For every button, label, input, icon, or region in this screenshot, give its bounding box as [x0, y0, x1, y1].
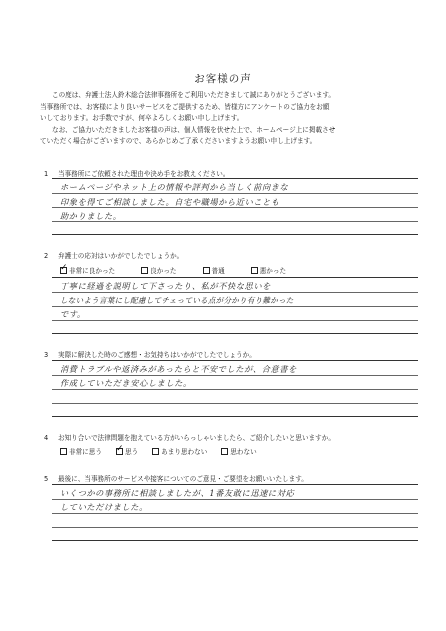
intro-line: ていただく場合がございますので、あらかじめご了承くださいますようお願い申し上げます。	[40, 137, 317, 146]
option-not-much[interactable]: あまり思わない	[152, 446, 207, 456]
answer-line: 消費トラブルや返済みがあったらと不安でしたが、合意書を	[60, 364, 297, 374]
intro-text	[40, 90, 416, 148]
intro-line: いしております。お手数ですが、何卒よろしくお願い申し上げます。	[40, 114, 244, 123]
question-2	[44, 250, 183, 260]
option-good[interactable]: 良かった	[141, 265, 176, 275]
question-number: 5	[44, 475, 49, 483]
question-5	[44, 473, 308, 483]
answer-line: ホームページやネット上の情報や評判から当しく前向きな	[60, 182, 289, 192]
question-number: 1	[44, 170, 49, 178]
option-strongly-agree[interactable]: 非常に思う	[60, 446, 102, 456]
checkbox[interactable]	[203, 267, 210, 274]
rating-options-2	[60, 265, 312, 275]
option-agree[interactable]: ✓ 思う	[116, 446, 138, 456]
answer-line: しないよう言葉にし配慮してチェっている点が分かり有り難かった	[60, 296, 294, 305]
checkbox[interactable]	[116, 448, 123, 455]
answer-line: です。	[60, 309, 86, 319]
question-text: 実際に解決した時のご感想・お気持ちはいかがでしたでしょうか。	[58, 351, 256, 359]
question-number: 4	[44, 434, 49, 442]
answer-line: 作成していただき安心しました。	[60, 378, 192, 388]
question-text: 最後に、当事務所のサービスや接客についてのご意見・ご要望をお願いいたします。	[58, 475, 308, 483]
rating-options-4	[60, 446, 283, 456]
option-normal[interactable]: 普通	[203, 265, 225, 275]
checkbox[interactable]	[221, 448, 228, 455]
question-4	[44, 432, 335, 442]
answer-line: いくつかの事務所に相談しましたが、1番友敢に迅速に対応	[60, 488, 295, 498]
question-3	[44, 349, 256, 359]
option-bad[interactable]: 悪かった	[251, 265, 286, 275]
intro-line: 当事務所では、お客様により良いサービスをご提供するため、皆様方にアンケートのご協力をお願	[40, 102, 330, 111]
answer-line: していただけました。	[60, 502, 148, 512]
page-title: お客様の声	[194, 73, 252, 85]
checkbox[interactable]	[60, 448, 67, 455]
question-number: 2	[44, 252, 49, 260]
question-1	[44, 168, 229, 178]
intro-line: なお、ご協力いただきましたお客様の声は、個人情報を伏せた上で、ホームページ上に掲載させ	[52, 125, 336, 134]
checkbox[interactable]	[141, 267, 148, 274]
question-number: 3	[44, 351, 49, 359]
question-text: 当事務所にご依頼された理由や決め手をお教えください。	[58, 170, 230, 178]
question-text: お知り合いで法律問題を抱えている方がいらっしゃいましたら、ご紹介したいと思いますか。	[58, 434, 335, 442]
option-disagree[interactable]: 思わない	[221, 446, 256, 456]
question-text: 弁護士の応対はいかがでしたでしょうか。	[58, 252, 184, 260]
answer-line: 助かりました。	[60, 211, 122, 221]
checkbox[interactable]	[251, 267, 258, 274]
option-very-good[interactable]: ✓ 非常に良かった	[60, 265, 115, 275]
answer-line: 丁寧に経過を説明して下さったり、私が不快な思いを	[60, 281, 271, 291]
intro-line: この度は、弁護士法人鈴木総合法律事務所をご利用いただきまして誠にありがとうございます。	[52, 91, 336, 99]
checkbox[interactable]	[152, 448, 159, 455]
checkbox[interactable]	[60, 267, 67, 274]
answer-line: 印象を得てご相談しました。自宅や職場から近いことも	[60, 197, 280, 207]
